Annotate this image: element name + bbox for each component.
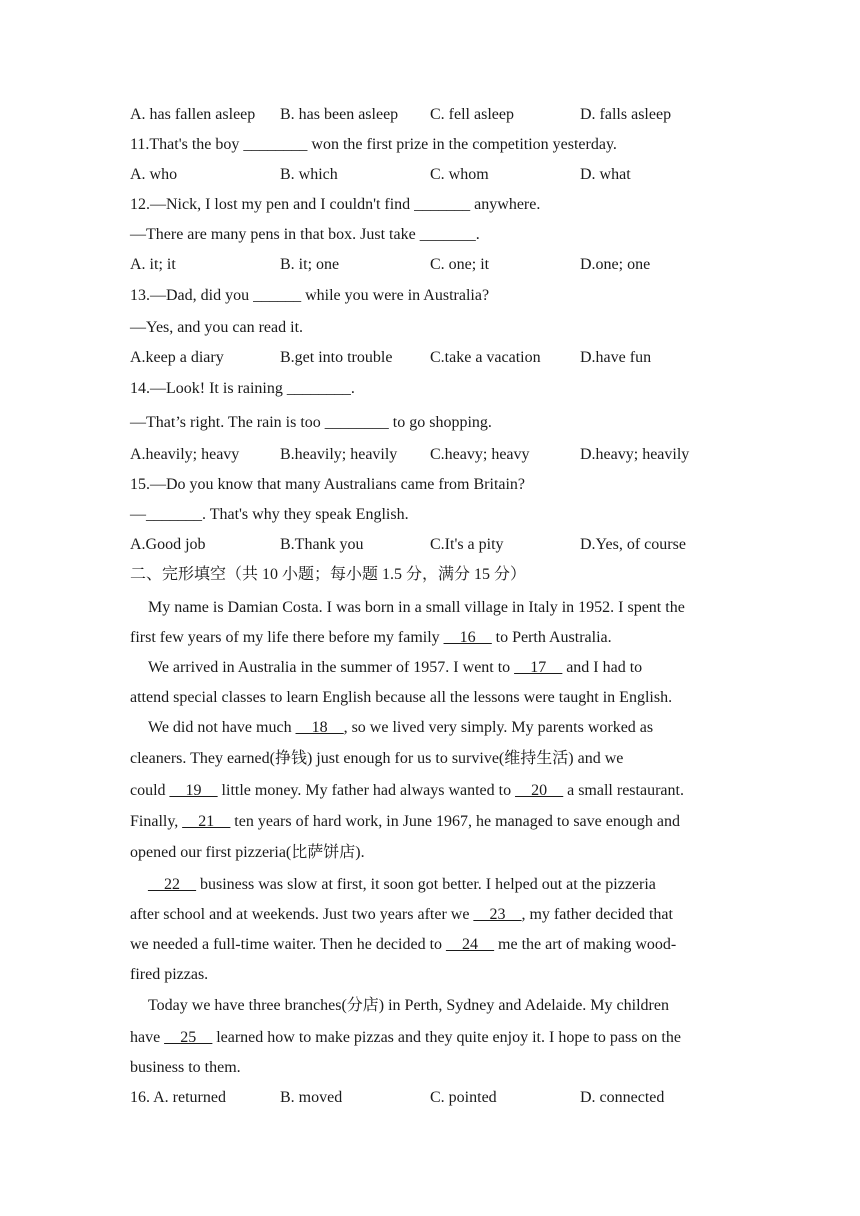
passage-line — [130, 812, 680, 832]
passage-line: opened our first pizzeria(比萨饼店). — [130, 844, 365, 861]
passage-text: , so we lived very simply. My parents worked as — [343, 719, 654, 736]
q12-line1: 12.—Nick, I lost my pen and I couldn't find _______ anywhere. — [130, 196, 541, 213]
q14-option-b: B.heavily; heavily — [280, 446, 398, 463]
passage-line: fired pizzas. — [130, 966, 209, 983]
blank-19: __19__ — [169, 782, 218, 799]
passage-text: ten years of hard work, in June 1967, he managed to save enough and — [230, 813, 680, 830]
q11-option-b: B. which — [280, 166, 338, 183]
q14-line1: 14.—Look! It is raining ________. — [130, 380, 355, 397]
blank-23: __23__ — [473, 906, 522, 923]
q15-line2: —_______. That's why they speak English. — [130, 506, 409, 523]
q12-option-c: C. one; it — [430, 256, 490, 273]
q14-line2: —That’s right. The rain is too ________ to go shopping. — [130, 414, 492, 431]
q10-option-a: A. has fallen asleep — [130, 106, 256, 123]
q12-option-a: A. it; it — [130, 256, 176, 273]
passage-line — [130, 905, 673, 925]
blank-20: __20__ — [515, 782, 564, 799]
q16-option-d: D. connected — [580, 1089, 665, 1106]
q12-line2: —There are many pens in that box. Just take _______. — [130, 226, 480, 243]
blank-18: __18__ — [295, 719, 344, 736]
q15-option-a: A.Good job — [130, 536, 206, 553]
passage-text: a small restaurant. — [563, 782, 684, 799]
q11-option-d: D. what — [580, 166, 631, 183]
passage-text: and I had to — [562, 659, 643, 676]
passage-text: to Perth Australia. — [491, 629, 612, 646]
passage-text: little money. My father had always wanted to — [217, 782, 516, 799]
passage-text: have — [130, 1029, 165, 1046]
passage-text: learned how to make pizzas and they quite enjoy it. I hope to pass on the — [212, 1029, 681, 1046]
q14-option-a: A.heavily; heavy — [130, 446, 240, 463]
blank-22: __22__ — [148, 876, 196, 893]
q16-option-c: C. pointed — [430, 1089, 497, 1106]
passage-line — [130, 1028, 681, 1048]
q10-option-c: C. fell asleep — [430, 106, 514, 123]
passage-line: My name is Damian Costa. I was born in a small village in Italy in 1952. I spent the — [148, 599, 685, 616]
q13-option-a: A.keep a diary — [130, 349, 224, 366]
passage-line: cleaners. They earned(挣钱) just enough for us to survive(维持生活) and we — [130, 750, 624, 767]
blank-21: __21__ — [182, 813, 231, 830]
q11-option-c: C. whom — [430, 166, 489, 183]
passage-text: could — [130, 782, 170, 799]
q15-option-c: C.It's a pity — [430, 536, 504, 553]
passage-line — [130, 781, 684, 801]
blank-17: __17__ — [514, 659, 563, 676]
passage-text: me the art of making wood- — [494, 936, 677, 953]
q14-option-d: D.heavy; heavily — [580, 446, 690, 463]
passage-line: attend special classes to learn English because all the lessons were taught in English. — [130, 689, 673, 706]
section-2-heading: 二、完形填空（共 10 小题；每小题 1.5 分，满分 15 分） — [130, 566, 527, 583]
passage-text: We did not have much — [148, 719, 296, 736]
q10-option-b: B. has been asleep — [280, 106, 399, 123]
q15-option-d: D.Yes, of course — [580, 536, 686, 553]
passage-line — [130, 935, 676, 955]
q13-option-c: C.take a vacation — [430, 349, 541, 366]
q15-line1: 15.—Do you know that many Australians came from Britain? — [130, 476, 526, 493]
q16-option-a: 16. A. returned — [130, 1089, 226, 1106]
blank-24: __24__ — [446, 936, 495, 953]
q13-option-d: D.have fun — [580, 349, 652, 366]
q14-option-c: C.heavy; heavy — [430, 446, 530, 463]
q11-stem: 11.That's the boy ________ won the first prize in the competition yesterday. — [130, 136, 617, 153]
passage-line — [148, 718, 653, 738]
passage-text: first few years of my life there before my family — [130, 629, 444, 646]
passage-text: business was slow at first, it soon got better. I helped out at the pizzeria — [196, 876, 656, 893]
passage-text: Finally, — [130, 813, 183, 830]
q13-option-b: B.get into trouble — [280, 349, 393, 366]
blank-16: __16__ — [443, 629, 492, 646]
q13-line1: 13.—Dad, did you ______ while you were in Australia? — [130, 287, 490, 304]
q12-option-b: B. it; one — [280, 256, 340, 273]
blank-25: __25__ — [164, 1029, 213, 1046]
q12-option-d: D.one; one — [580, 256, 651, 273]
passage-line — [130, 628, 612, 648]
passage-text: We arrived in Australia in the summer of 1957. I went to — [148, 659, 515, 676]
q11-option-a: A. who — [130, 166, 178, 183]
q16-option-b: B. moved — [280, 1089, 343, 1106]
passage-text: , my father decided that — [521, 906, 673, 923]
passage-line: business to them. — [130, 1059, 241, 1076]
passage-text: we needed a full-time waiter. Then he decided to — [130, 936, 447, 953]
passage-line: Today we have three branches(分店) in Perth, Sydney and Adelaide. My children — [148, 997, 669, 1014]
passage-text: after school and at weekends. Just two years after we — [130, 906, 474, 923]
passage-line — [148, 875, 656, 895]
q13-line2: —Yes, and you can read it. — [130, 319, 304, 336]
q10-option-d: D. falls asleep — [580, 106, 672, 123]
q15-option-b: B.Thank you — [280, 536, 364, 553]
passage-line — [148, 658, 642, 678]
